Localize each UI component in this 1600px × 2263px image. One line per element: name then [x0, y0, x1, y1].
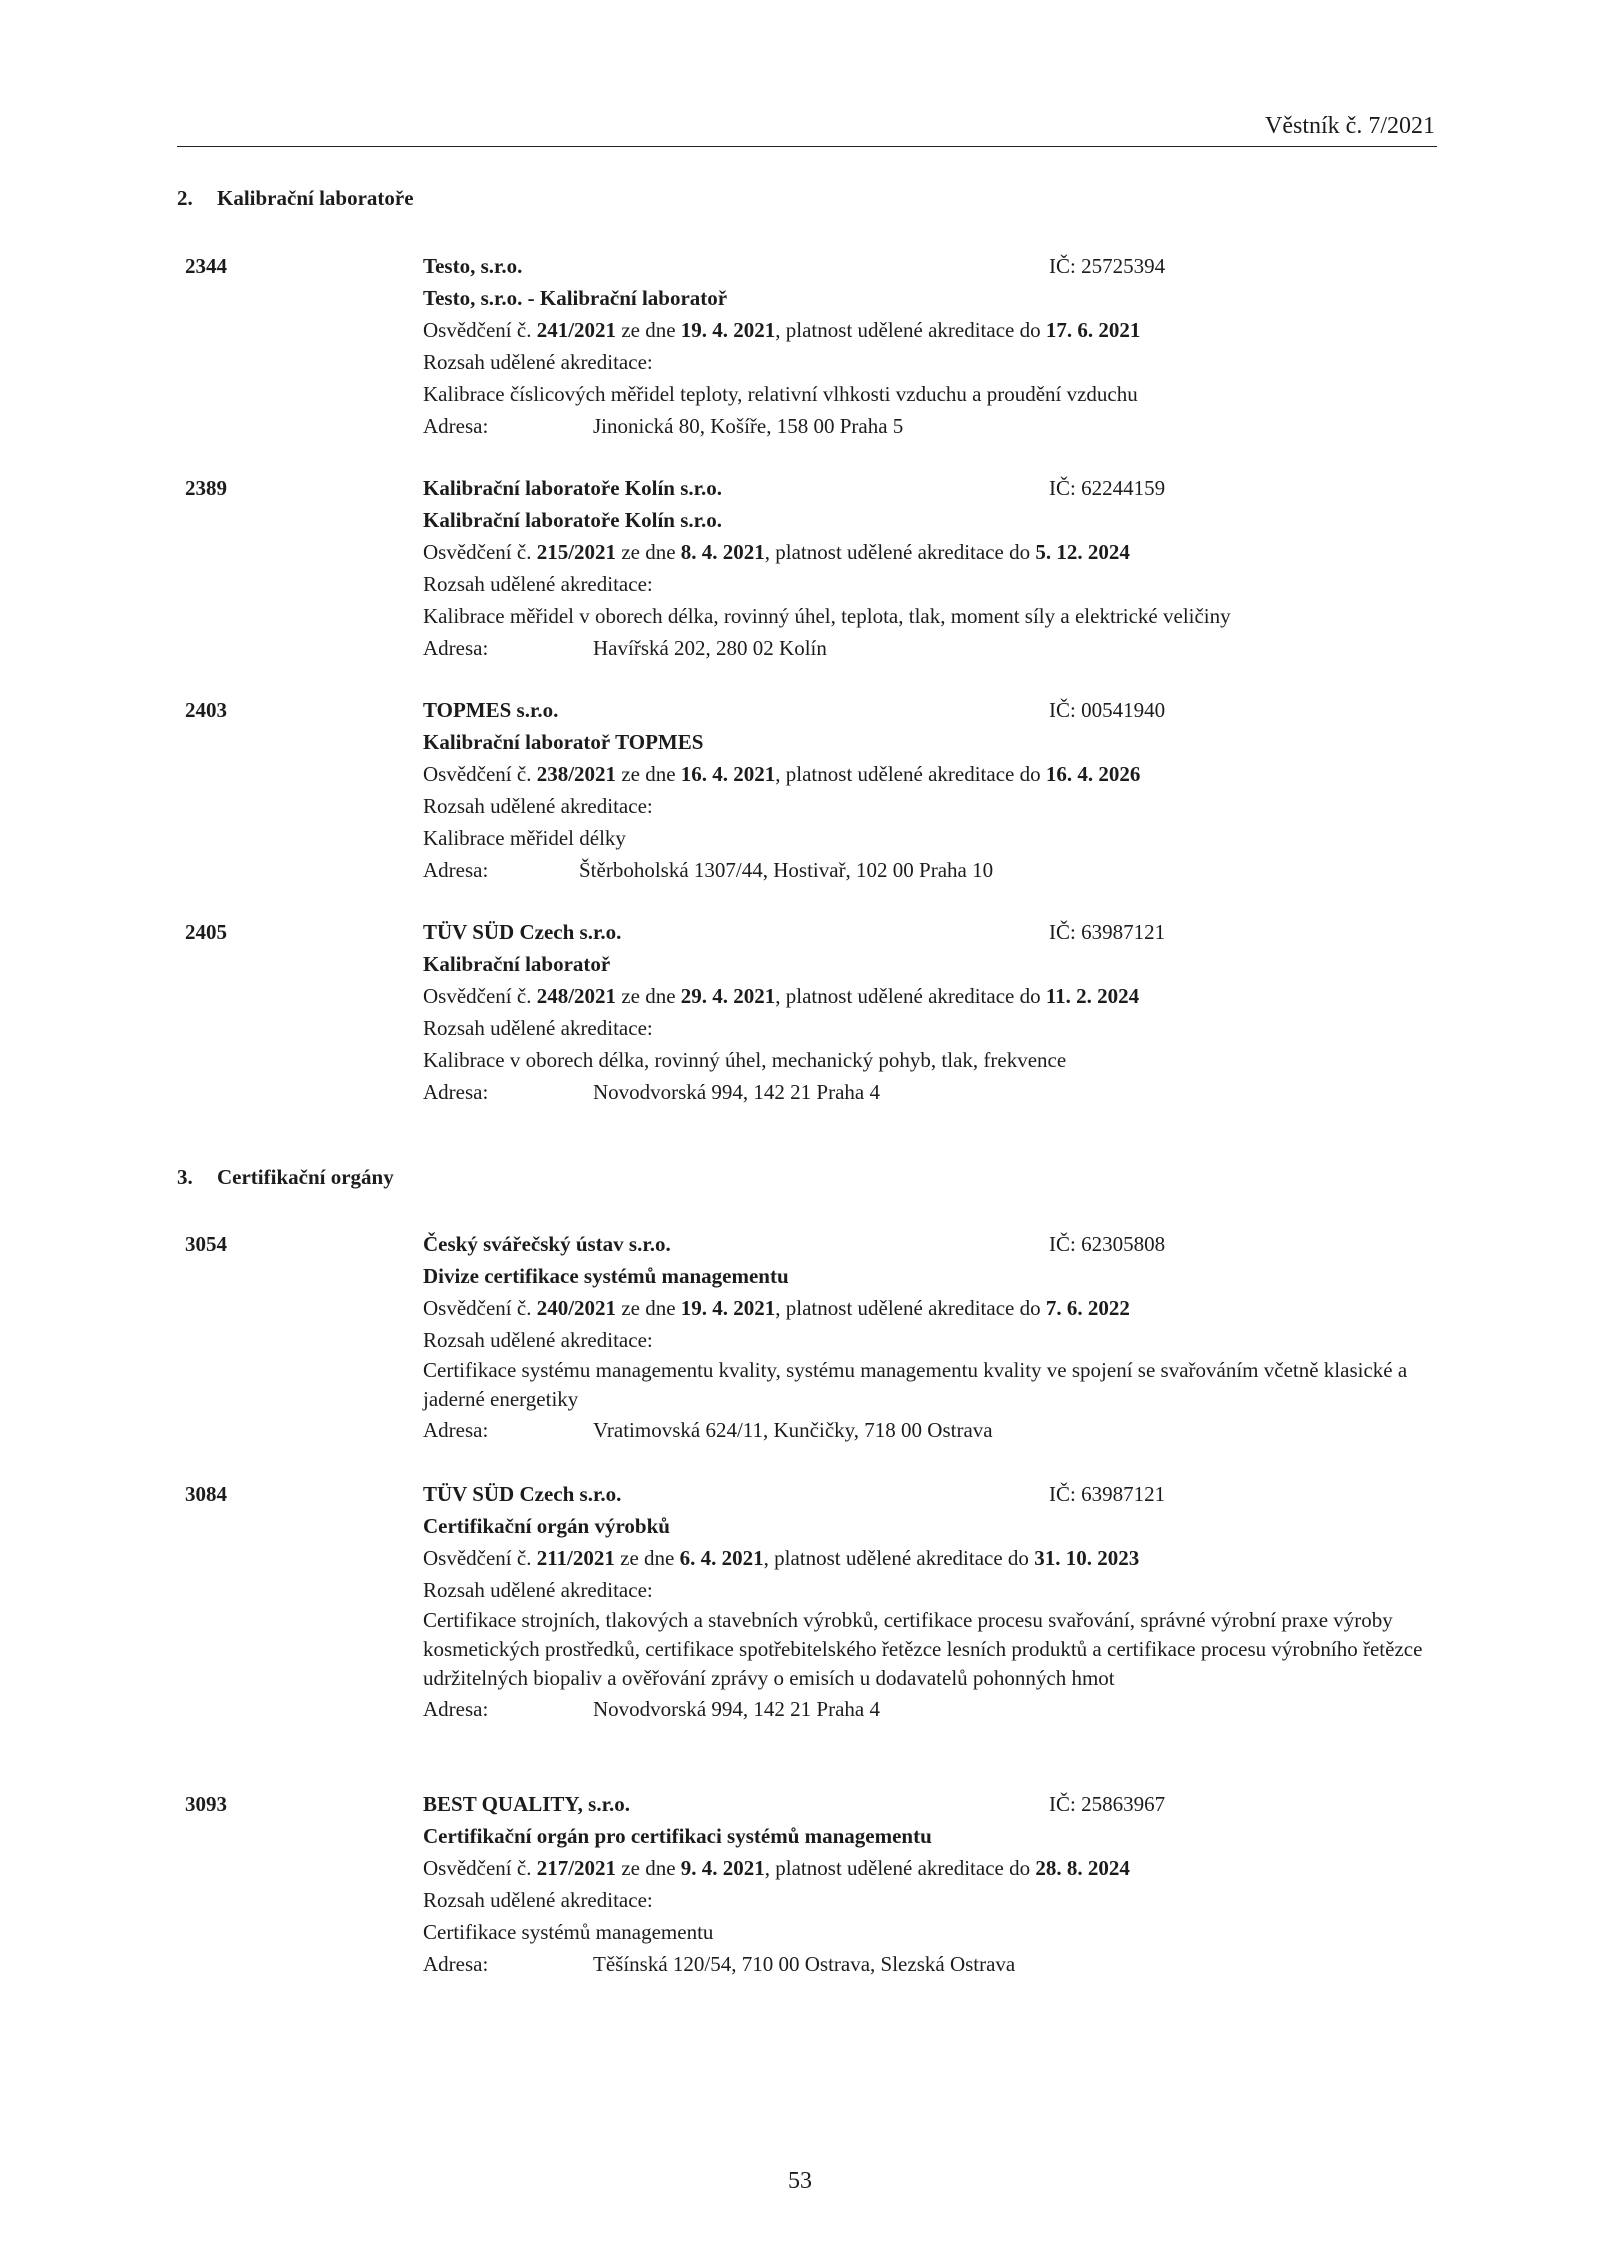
- address-line: Adresa: Štěrboholská 1307/44, Hostivař, 102 00 Praha 10: [423, 858, 994, 882]
- unit-name: Certifikační orgán výrobků: [423, 1514, 670, 1538]
- scope-text: Certifikace systému managementu kvality, systému managementu kvality ve spojení se svařováním včetně klasické a jaderné energetiky: [423, 1358, 1408, 1411]
- certificate-line: Osvědčení č. 217/2021 ze dne 9. 4. 2021, platnost udělené akreditace do 28. 8. 2024: [423, 1856, 1130, 1880]
- address-line: Adresa: Havířská 202, 280 02 Kolín: [423, 636, 827, 660]
- address-line: Adresa: Vratimovská 624/11, Kunčičky, 718 00 Ostrava: [423, 1418, 993, 1442]
- company-name: Český svářečský ústav s.r.o.: [423, 1232, 671, 1256]
- unit-name: Testo, s.r.o. - Kalibrační laboratoř: [423, 286, 728, 310]
- scope-text: Certifikace systémů managementu: [423, 1920, 714, 1944]
- page-number: 53: [788, 2168, 812, 2194]
- scope-label: Rozsah udělené akreditace:: [423, 794, 653, 818]
- scope-label: Rozsah udělené akreditace:: [423, 1888, 653, 1912]
- entry-id: 2403: [185, 698, 227, 722]
- address-line: Adresa: Novodvorská 994, 142 21 Praha 4: [423, 1080, 880, 1104]
- scope-text: Kalibrace v oborech délka, rovinný úhel, mechanický pohyb, tlak, frekvence: [423, 1048, 1067, 1072]
- unit-name: Certifikační orgán pro certifikaci systémů managementu: [423, 1824, 932, 1848]
- unit-name: Kalibrační laboratoř: [423, 952, 611, 976]
- section-number: 2.: [177, 186, 193, 210]
- company-name: TOPMES s.r.o.: [423, 698, 559, 722]
- scope-label: Rozsah udělené akreditace:: [423, 350, 653, 374]
- company-name: TÜV SÜD Czech s.r.o.: [423, 1482, 622, 1506]
- company-name: BEST QUALITY, s.r.o.: [423, 1792, 630, 1816]
- certificate-line: Osvědčení č. 241/2021 ze dne 19. 4. 2021, platnost udělené akreditace do 17. 6. 2021: [423, 318, 1141, 342]
- bulletin-title: Věstník č. 7/2021: [1265, 113, 1435, 139]
- unit-name: Kalibrační laboratoř TOPMES: [423, 730, 704, 754]
- certificate-line: Osvědčení č. 211/2021 ze dne 6. 4. 2021, platnost udělené akreditace do 31. 10. 2023: [423, 1546, 1140, 1570]
- company-ic: IČ: 62305808: [1049, 1232, 1166, 1256]
- certificate-line: Osvědčení č. 240/2021 ze dne 19. 4. 2021, platnost udělené akreditace do 7. 6. 2022: [423, 1296, 1130, 1320]
- address-line: Adresa: Těšínská 120/54, 710 00 Ostrava, Slezská Ostrava: [423, 1952, 1016, 1976]
- company-ic: IČ: 63987121: [1049, 920, 1166, 944]
- scope-text: Kalibrace měřidel v oborech délka, rovinný úhel, teplota, tlak, moment síly a elektrické veličiny: [423, 604, 1231, 628]
- page-header: [177, 112, 1437, 147]
- address-line: Adresa: Jinonická 80, Košíře, 158 00 Praha 5: [423, 414, 904, 438]
- scope-text: Certifikace strojních, tlakových a stavebních výrobků, certifikace procesu svařování, správné výrobní praxe výroby kosmetických prostředků, certifikace spotřebitelského řetězce lesních produktů a certifikace procesu výrobního řetězce udržitelných biopaliv a ověřování zprávy o emisích u dodavatelů pohonných hmot: [423, 1608, 1423, 1690]
- company-ic: IČ: 62244159: [1049, 476, 1166, 500]
- entry-id: 2344: [185, 254, 227, 278]
- company-ic: IČ: 00541940: [1049, 698, 1166, 722]
- certificate-line: Osvědčení č. 248/2021 ze dne 29. 4. 2021, platnost udělené akreditace do 11. 2. 2024: [423, 984, 1140, 1008]
- unit-name: Divize certifikace systémů managementu: [423, 1264, 789, 1288]
- entry-id: 2389: [185, 476, 227, 500]
- section-number: 3.: [177, 1165, 193, 1189]
- section-title: Certifikační orgány: [217, 1165, 394, 1189]
- company-name: Testo, s.r.o.: [423, 254, 523, 278]
- scope-text: Kalibrace měřidel délky: [423, 826, 626, 850]
- section-heading: [177, 1163, 394, 1191]
- company-name: Kalibrační laboratoře Kolín s.r.o.: [423, 476, 723, 500]
- company-ic: IČ: 25725394: [1049, 254, 1166, 278]
- company-ic: IČ: 63987121: [1049, 1482, 1166, 1506]
- unit-name: Kalibrační laboratoře Kolín s.r.o.: [423, 508, 723, 532]
- entry-id: 3084: [185, 1482, 227, 1506]
- scope-label: Rozsah udělené akreditace:: [423, 1016, 653, 1040]
- certificate-line: Osvědčení č. 215/2021 ze dne 8. 4. 2021, platnost udělené akreditace do 5. 12. 2024: [423, 540, 1130, 564]
- scope-text: Kalibrace číslicových měřidel teploty, relativní vlhkosti vzduchu a proudění vzduchu: [423, 382, 1138, 406]
- scope-label: Rozsah udělené akreditace:: [423, 572, 653, 596]
- scope-label: Rozsah udělené akreditace:: [423, 1328, 653, 1352]
- entry-id: 3093: [185, 1792, 227, 1816]
- scope-label: Rozsah udělené akreditace:: [423, 1578, 653, 1602]
- company-name: TÜV SÜD Czech s.r.o.: [423, 920, 622, 944]
- certificate-line: Osvědčení č. 238/2021 ze dne 16. 4. 2021, platnost udělené akreditace do 16. 4. 2026: [423, 762, 1141, 786]
- section-title: Kalibrační laboratoře: [217, 186, 414, 210]
- entry-id: 3054: [185, 1232, 227, 1256]
- company-ic: IČ: 25863967: [1049, 1792, 1166, 1816]
- address-line: Adresa: Novodvorská 994, 142 21 Praha 4: [423, 1697, 880, 1721]
- section-heading: [177, 184, 414, 212]
- entry-id: 2405: [185, 920, 227, 944]
